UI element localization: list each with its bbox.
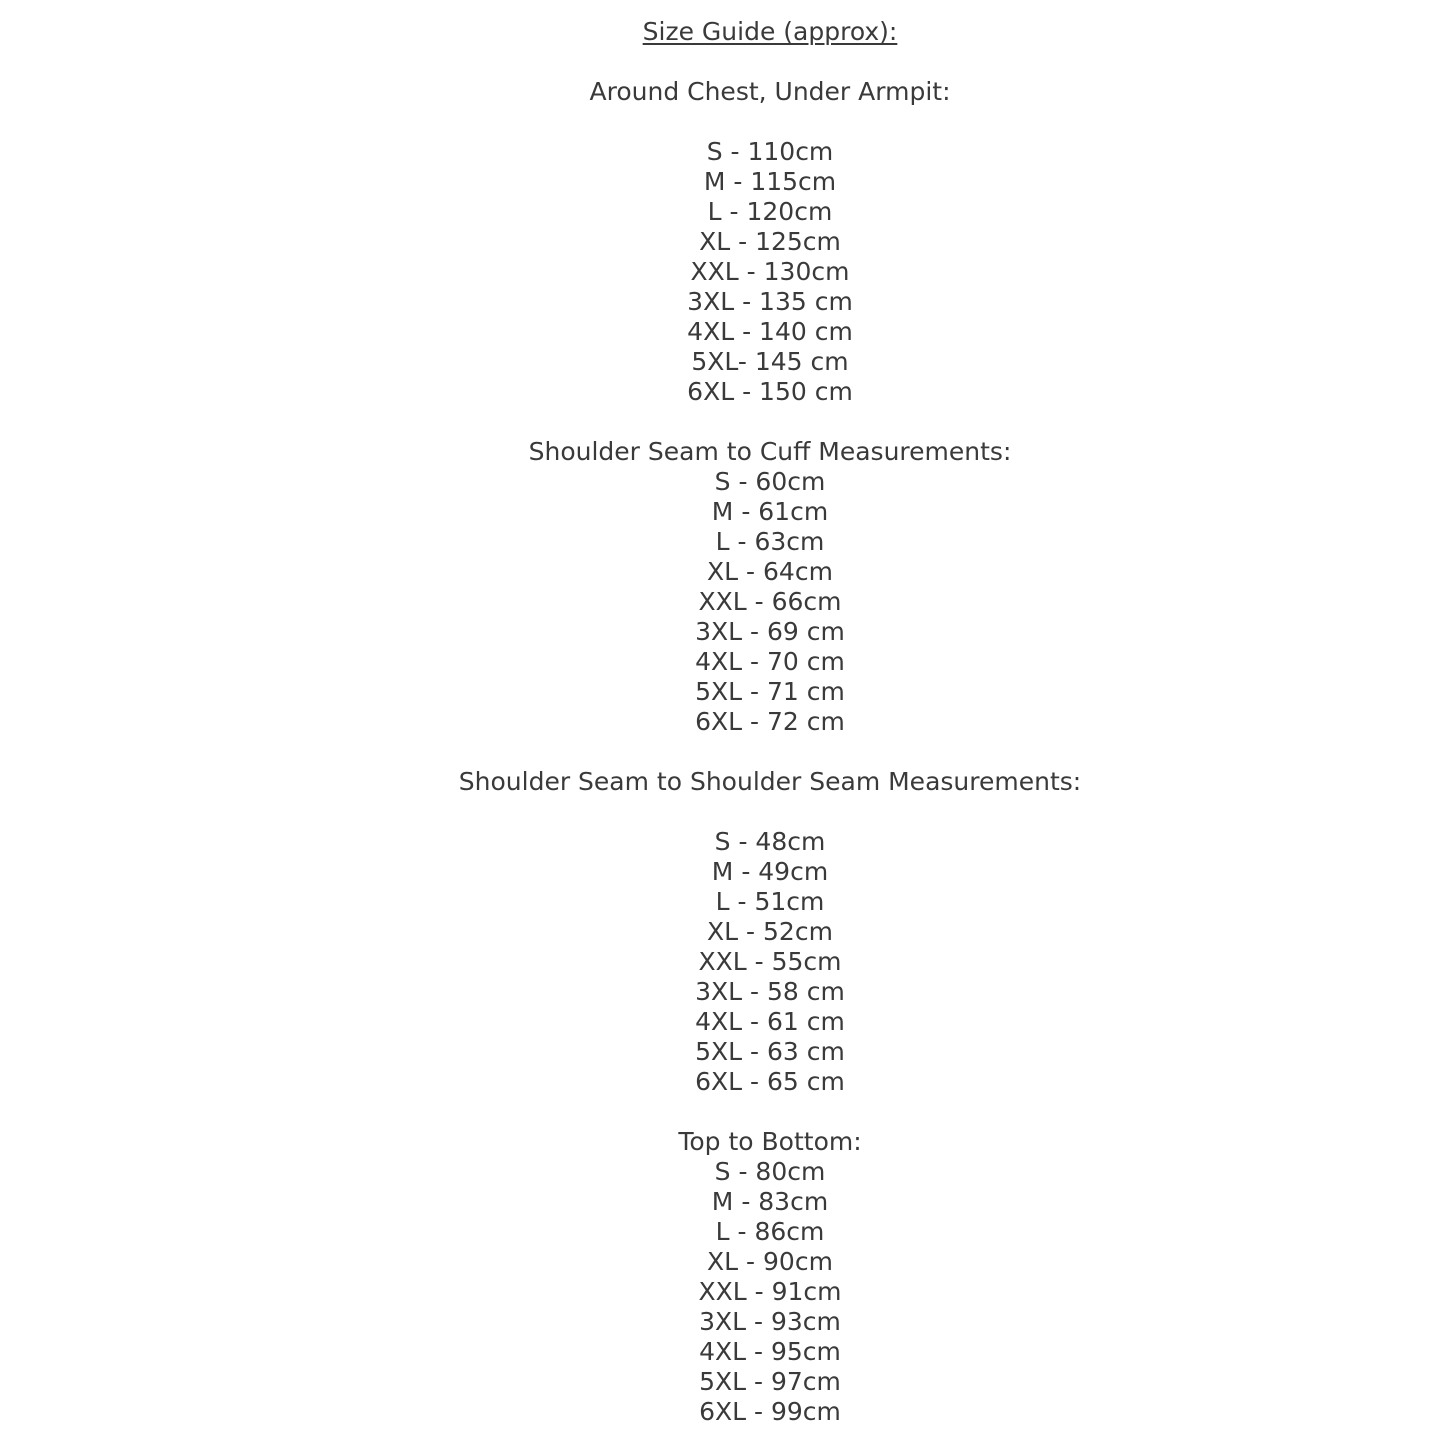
section-items — [95, 137, 1445, 407]
section-heading: Around Chest, Under Armpit: — [589, 77, 951, 106]
size-line: L - 63cm — [715, 527, 825, 556]
size-line: 6XL - 72 cm — [695, 707, 845, 736]
size-line: 5XL - 71 cm — [695, 677, 845, 706]
size-line: M - 83cm — [711, 1187, 829, 1216]
spacer — [95, 47, 1445, 77]
size-line: 6XL - 150 cm — [687, 377, 853, 406]
section-heading: Shoulder Seam to Shoulder Seam Measurements: — [458, 767, 1082, 796]
spacer — [95, 797, 1445, 827]
size-section — [95, 1127, 1445, 1427]
size-line: XL - 125cm — [699, 227, 841, 256]
size-sections — [95, 77, 1445, 1427]
size-line: 3XL - 58 cm — [695, 977, 845, 1006]
size-line: 4XL - 95cm — [699, 1337, 841, 1366]
size-line: S - 60cm — [714, 467, 826, 496]
size-line: 3XL - 69 cm — [695, 617, 845, 646]
size-line: 5XL- 145 cm — [691, 347, 849, 376]
size-line: 5XL - 63 cm — [695, 1037, 845, 1066]
size-line: S - 110cm — [706, 137, 834, 166]
spacer — [95, 107, 1445, 137]
section-heading: Top to Bottom: — [678, 1127, 862, 1156]
size-line: 5XL - 97cm — [699, 1367, 841, 1396]
size-line: L - 120cm — [707, 197, 833, 226]
size-line: XL - 52cm — [707, 917, 833, 946]
size-line: XXL - 66cm — [698, 587, 842, 616]
size-line: 4XL - 70 cm — [695, 647, 845, 676]
section-items — [95, 827, 1445, 1097]
spacer — [95, 407, 1445, 437]
section-items — [95, 467, 1445, 737]
size-line: S - 48cm — [714, 827, 826, 856]
size-line: 3XL - 135 cm — [687, 287, 853, 316]
size-line: XXL - 91cm — [698, 1277, 842, 1306]
section-heading: Shoulder Seam to Cuff Measurements: — [528, 437, 1012, 466]
size-line: M - 115cm — [703, 167, 837, 196]
size-line: XL - 90cm — [707, 1247, 833, 1276]
spacer — [95, 1097, 1445, 1127]
size-section — [95, 437, 1445, 767]
page-title: Size Guide (approx): — [642, 17, 898, 46]
size-line: 4XL - 61 cm — [695, 1007, 845, 1036]
size-line: XXL - 55cm — [698, 947, 842, 976]
size-line: M - 49cm — [711, 857, 829, 886]
size-line: XL - 64cm — [707, 557, 833, 586]
size-line: S - 80cm — [714, 1157, 826, 1186]
size-section — [95, 77, 1445, 437]
size-line: 6XL - 99cm — [699, 1397, 841, 1426]
size-line: L - 51cm — [715, 887, 825, 916]
section-items — [95, 1157, 1445, 1427]
spacer — [95, 737, 1445, 767]
size-line: M - 61cm — [711, 497, 829, 526]
size-line: L - 86cm — [715, 1217, 825, 1246]
size-line: XXL - 130cm — [690, 257, 850, 286]
size-section — [95, 767, 1445, 1127]
size-line: 3XL - 93cm — [699, 1307, 841, 1336]
size-line: 6XL - 65 cm — [695, 1067, 845, 1096]
size-line: 4XL - 140 cm — [687, 317, 853, 346]
